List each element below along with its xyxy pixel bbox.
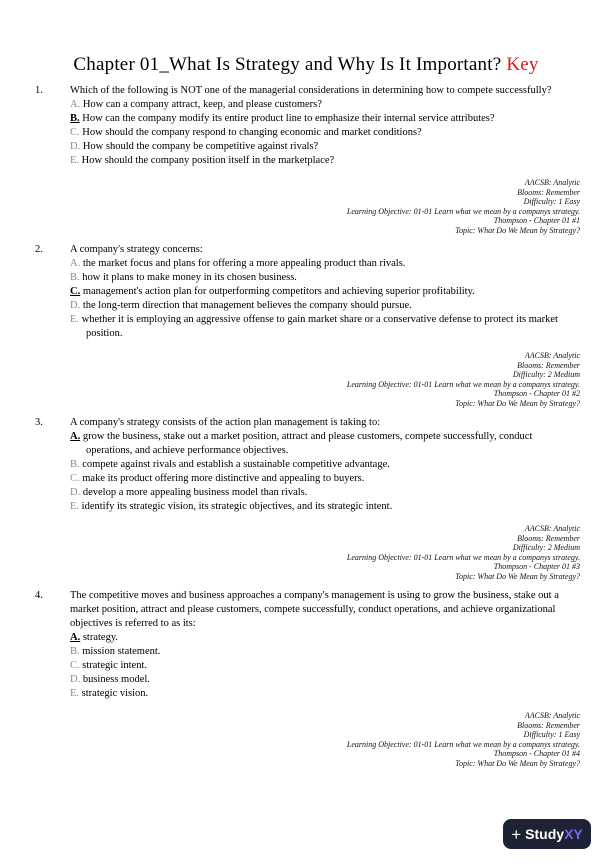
option-letter: B. — [70, 459, 80, 470]
option-letter: A. — [70, 632, 81, 643]
answer-option — [70, 687, 580, 701]
metadata-line: Topic: What Do We Mean by Strategy? — [455, 225, 580, 235]
option-letter: D. — [70, 674, 81, 685]
question — [35, 84, 580, 235]
option-text: grow the business, stake out a market position, attract and please customers, compete successfully, conduct operations, and achieve performance objectives. — [80, 431, 533, 456]
answer-option — [70, 299, 580, 313]
metadata-line: Difficulty: 1 Easy — [523, 197, 580, 206]
metadata-line: Topic: What Do We Mean by Strategy? — [455, 571, 580, 581]
option-text: management's action plan for outperforming competitors and achieving superior profitability. — [80, 286, 475, 297]
metadata-line: Learning Objective: 01-01 Learn what we mean by a companys strategy. — [346, 206, 580, 216]
answer-option — [70, 313, 580, 341]
metadata-line: Topic: What Do We Mean by Strategy? — [455, 758, 580, 768]
question-metadata — [35, 351, 580, 408]
option-text: the long-term direction that management believes the company should pursue. — [80, 300, 412, 311]
page-title-text: Chapter 01_What Is Strategy and Why Is It Important? — [73, 54, 502, 75]
option-letter: D. — [70, 300, 81, 311]
question-number: 4. — [35, 590, 43, 601]
options — [70, 98, 580, 168]
answer-option-correct — [70, 430, 580, 458]
question-number: 1. — [35, 85, 43, 96]
option-letter: C. — [70, 473, 80, 484]
page-title — [0, 54, 612, 76]
option-text: How should the company position itself in the marketplace? — [79, 155, 335, 166]
option-text: business model. — [80, 674, 150, 685]
option-letter: B. — [70, 113, 80, 124]
option-letter: E. — [70, 688, 80, 699]
options — [70, 631, 580, 701]
answer-option — [70, 126, 580, 140]
option-letter: A. — [70, 99, 81, 110]
answer-option — [70, 659, 580, 673]
question-stem: A company's strategy concerns: — [70, 244, 203, 255]
metadata-line: Blooms: Remember — [517, 187, 580, 197]
metadata-line: Thompson - Chapter 01 #3 — [493, 562, 580, 571]
answer-option — [70, 472, 580, 486]
metadata-line: AACSB: Analytic — [524, 711, 580, 720]
questions-list — [0, 84, 612, 768]
question-stem: The competitive moves and business approaches a company's management is using to grow the business, stake out a market position, attract and please customers, compete successfully, conduct operations, and achieve organizational objectives is referred to as its: — [70, 590, 559, 629]
option-text: How can a company attract, keep, and please customers? — [80, 99, 322, 110]
option-text: develop a more appealing business model than rivals. — [80, 487, 308, 498]
metadata-line: Difficulty: 1 Easy — [523, 730, 580, 739]
option-text: how it plans to make money in its chosen business. — [79, 272, 297, 283]
question — [35, 416, 580, 581]
metadata-line: Thompson - Chapter 01 #4 — [493, 749, 580, 758]
option-text: whether it is employing an aggressive offense to gain market share or a conservative defense to protect its market position. — [79, 314, 558, 339]
question — [35, 589, 580, 768]
answer-option — [70, 98, 580, 112]
answer-option — [70, 257, 580, 271]
answer-option — [70, 458, 580, 472]
key-label: Key — [506, 54, 539, 75]
option-letter: A. — [70, 431, 81, 442]
answer-option-correct — [70, 112, 580, 126]
answer-option — [70, 500, 580, 514]
answer-option — [70, 154, 580, 168]
option-letter: D. — [70, 141, 81, 152]
logo-text-xy: XY — [564, 826, 583, 842]
option-letter: C. — [70, 286, 81, 297]
option-text: How should the company respond to changing economic and market conditions? — [79, 127, 422, 138]
option-text: make its product offering more distinctive and appealing to buyers. — [79, 473, 365, 484]
answer-option — [70, 271, 580, 285]
metadata-line: Blooms: Remember — [517, 360, 580, 370]
answer-option — [70, 673, 580, 687]
question — [35, 243, 580, 408]
metadata-line: Learning Objective: 01-01 Learn what we mean by a companys strategy. — [346, 379, 580, 389]
option-letter: C. — [70, 660, 80, 671]
options — [70, 430, 580, 514]
option-text: mission statement. — [79, 646, 161, 657]
metadata-line: AACSB: Analytic — [524, 524, 580, 533]
logo-text-study: Study — [525, 826, 565, 842]
metadata-line: Thompson - Chapter 01 #2 — [493, 389, 580, 398]
answer-option-correct — [70, 631, 580, 645]
option-text: How can the company modify its entire product line to emphasize their internal service attributes? — [79, 113, 495, 124]
metadata-line: AACSB: Analytic — [524, 351, 580, 360]
question-number: 3. — [35, 417, 43, 428]
option-letter: B. — [70, 272, 80, 283]
studyxy-logo — [503, 819, 591, 849]
metadata-line: Blooms: Remember — [517, 533, 580, 543]
option-text: strategic intent. — [79, 660, 147, 671]
question-metadata — [35, 524, 580, 581]
option-letter: E. — [70, 155, 80, 166]
plus-icon: + — [511, 824, 522, 844]
option-text: identify its strategic vision, its strategic objectives, and its strategic intent. — [79, 501, 393, 512]
option-letter: E. — [70, 314, 80, 325]
question-stem: A company's strategy consists of the action plan management is taking to: — [70, 417, 381, 428]
answer-option — [70, 140, 580, 154]
option-letter: A. — [70, 258, 81, 269]
metadata-line: Learning Objective: 01-01 Learn what we mean by a companys strategy. — [346, 739, 580, 749]
answer-option — [70, 486, 580, 500]
metadata-line: Difficulty: 2 Medium — [512, 370, 580, 379]
option-letter: D. — [70, 487, 81, 498]
option-text: compete against rivals and establish a sustainable competitive advantage. — [79, 459, 390, 470]
option-text: the market focus and plans for offering a more appealing product than rivals. — [80, 258, 406, 269]
options — [70, 257, 580, 341]
answer-option — [70, 645, 580, 659]
option-text: strategy. — [80, 632, 119, 643]
option-letter: C. — [70, 127, 80, 138]
option-text: How should the company be competitive against rivals? — [80, 141, 319, 152]
question-stem: Which of the following is NOT one of the managerial considerations in determining how to compete successfully? — [70, 85, 552, 96]
metadata-line: Blooms: Remember — [517, 720, 580, 730]
metadata-line: Topic: What Do We Mean by Strategy? — [455, 398, 580, 408]
metadata-line: Learning Objective: 01-01 Learn what we mean by a companys strategy. — [346, 552, 580, 562]
question-metadata — [35, 711, 580, 768]
question-number: 2. — [35, 244, 43, 255]
option-letter: E. — [70, 501, 80, 512]
answer-option-correct — [70, 285, 580, 299]
metadata-line: AACSB: Analytic — [524, 178, 580, 187]
metadata-line: Difficulty: 2 Medium — [512, 543, 580, 552]
question-metadata — [35, 178, 580, 235]
option-text: strategic vision. — [79, 688, 149, 699]
metadata-line: Thompson - Chapter 01 #1 — [493, 216, 580, 225]
option-letter: B. — [70, 646, 80, 657]
